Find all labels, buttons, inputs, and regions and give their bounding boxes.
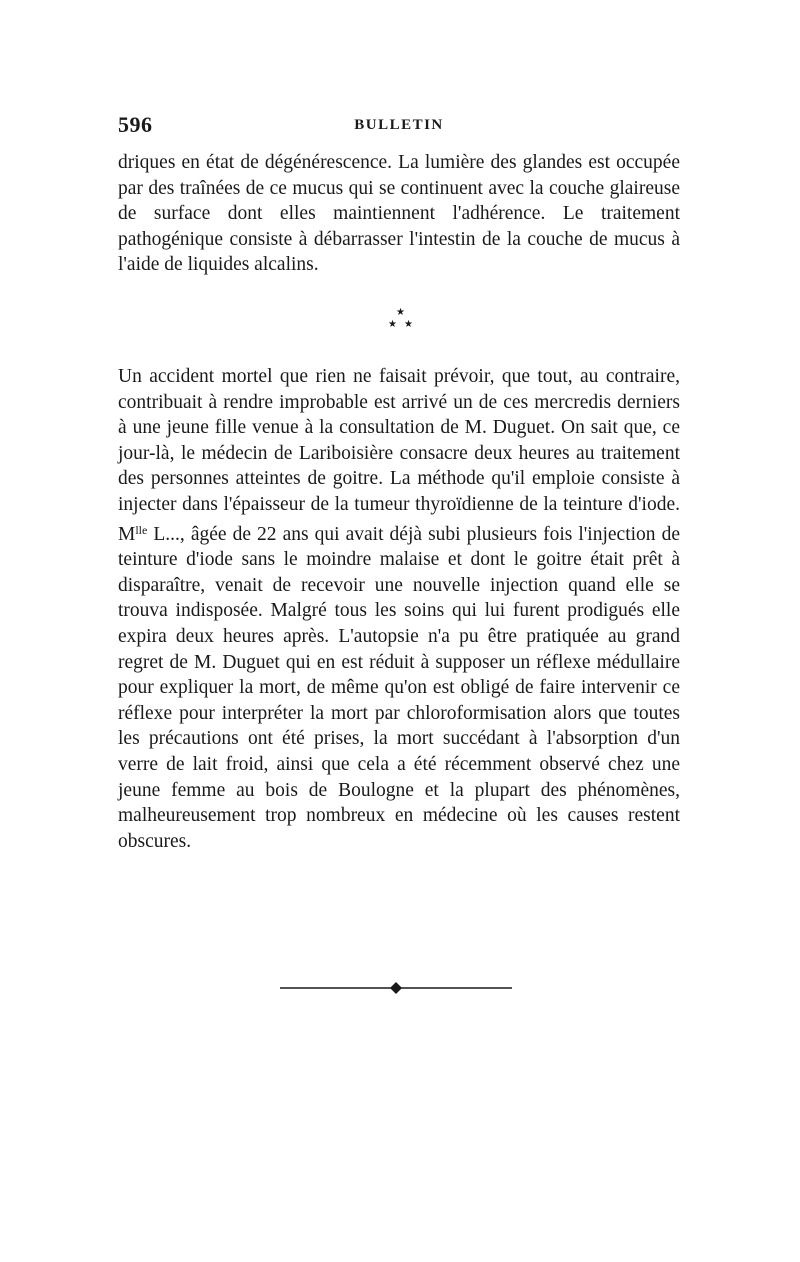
superscript-lle: lle	[135, 522, 148, 537]
paragraph-1: driques en état de dégénérescence. La lumière des glandes est occupée par des traînées de ce mucus qui se continuent avec la couche glaireuse de surface dont elles maintiennent l'adhérence. Le traitement pathogénique consiste à débarrasser l'intestin de la couche de mucus à l'aide de liquides alcalins.	[118, 152, 680, 276]
paragraph-2	[118, 364, 680, 854]
asterism-icon: ★ ★ ★	[388, 307, 413, 330]
paragraph-2-part-b: L..., âgée de 22 ans qui avait déjà subi plusieurs fois l'injection de teinture d'iode sans le moindre malaise et dont le goitre était prêt à disparaître, venait de recevoir une nouvelle injection quand elle se trouva indisposée. Malgré tous les soins qui lui furent prodigués elle expira deux heures après. L'autopsie n'a pu être pratiquée au grand regret de M. Duguet qui en est réduit à supposer un réflexe médullaire pour expliquer la mort, de même qu'on est obligé de faire intervenir ce réflexe pour interpréter la mort par chloroformisation alors que toutes les précautions ont été prises, la mort succédant à l'absorption d'un verre de lait froid, ainsi que cela a été récemment observé chez une jeune femme au bois de Boulogne et la plupart des phénomènes, malheureusement trop nombreux en médecine où les causes restent obscures.	[118, 523, 680, 852]
page-number: 596	[118, 112, 153, 137]
diamond-rule-icon	[280, 981, 512, 995]
paragraph-2-part-a: Un accident mortel que rien ne faisait prévoir, que tout, au contraire, contribuait à rendre improbable est arrivé un de ces mercredis derniers à une jeune fille venue à la consultation de M. Duguet. On sait que, ce jour-là, le médecin de Lariboisière consacre deux heures au traitement des personnes atteintes de goitre. La méthode qu'il emploie consiste à injecter dans l'épaisseur de la tumeur thyroïdienne de la teinture d'iode. M	[118, 366, 680, 545]
page-header	[118, 112, 680, 142]
running-head: BULLETIN	[354, 117, 444, 133]
